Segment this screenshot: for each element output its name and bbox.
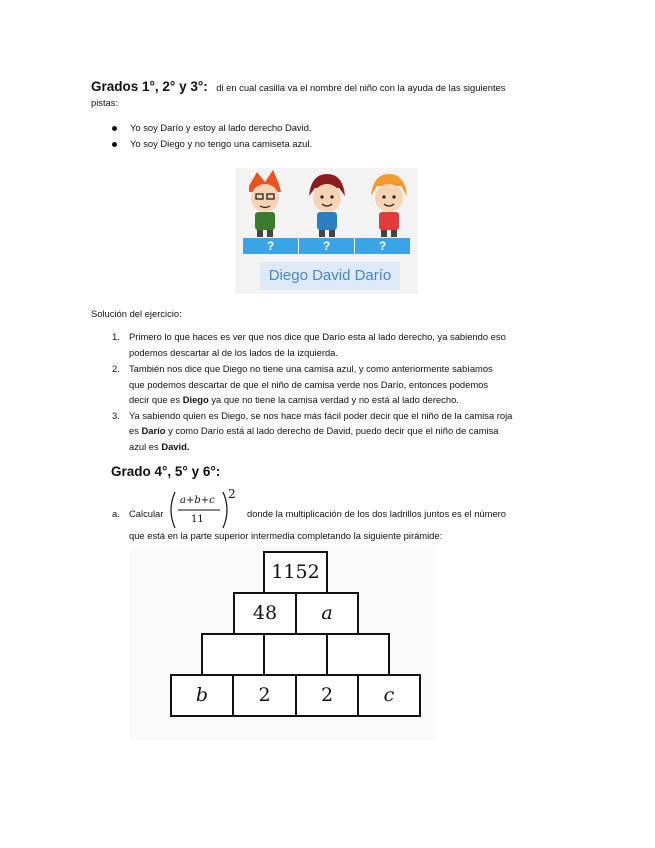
solution-line: que podemos descartar de que el niño de camisa verde nos Darío, entonces podemos [129,379,489,390]
kids-picture [235,168,418,294]
bullet-marker [112,126,117,131]
pyramid-brick-empty [201,633,265,676]
item-number: 2. [112,363,120,374]
clue-2: Yo soy Diego y no tengo una camiseta azul. [130,138,313,149]
formula [167,487,237,530]
solution-line: Ya sabiendo quien es Diego, se nos hace más fácil poder decir que el niño de la camisa roja [129,410,513,421]
bullet-marker [112,142,117,147]
pyramid-brick: c [357,674,421,717]
bold-name: Diego [182,394,209,405]
section2-heading: Grado 4°, 5° y 6°: [111,464,221,479]
solution-title: Solución del ejercicio: [91,308,182,319]
solution-line: También nos dice que Diego no tiene una camisa azul, y como anteriormente sabíamos [129,363,493,374]
pyramid-brick-empty [263,633,328,676]
item-letter: a. [112,508,120,519]
pyramid-top-brick: 1152 [263,551,328,594]
item-number: 1. [112,331,120,342]
formula-denominator: 11 [191,514,204,525]
calc-label: Calcular [129,508,164,519]
kids-illustration [235,168,418,238]
kid-blue-shirt [309,174,345,237]
pyramid [130,547,436,740]
solution-line: decir que es Diego ya que no tiene la camisa verdad y no está al lado derecho. [129,394,459,405]
section1-heading: Grados 1°, 2° y 3°: [91,79,208,94]
clue-1: Yo soy Darío y estoy al lado derecho David. [130,122,312,133]
kid-green-shirt [249,170,281,237]
pyramid-brick: 2 [295,674,359,717]
solution-line: es Darío y como Darío está al lado derecho de David, puedo decir que el niño de camisa [129,425,499,436]
solution-line: azul es David. [129,441,190,452]
pyramid-brick: a [295,592,359,635]
pyramid-brick-empty [326,633,390,676]
pyramid-brick: b [170,674,234,717]
bold-name: Darío [141,425,166,436]
question-box-2: ? [299,238,354,254]
bold-name: David. [161,441,190,452]
names-label: Diego David Darío [260,262,400,290]
solution-line: podemos descartar al de los lados de la izquierda. [129,347,338,358]
question-box-3: ? [355,238,410,254]
formula-numerator: a+b+c [180,495,215,506]
solution-line: Primero lo que haces es ver que nos dice que Darío esta al lado derecho, ya sabiendo eso [129,331,506,342]
section1-intro-cont: pistas: [91,97,119,108]
section1-intro: di en cual casilla va el nombre del niño con la ayuda de las siguientes [216,82,506,93]
question-box-1: ? [243,238,298,254]
formula-exponent: 2 [228,487,236,501]
pyramid-brick: 2 [232,674,297,717]
pyramid-brick: 48 [233,592,297,635]
item-number: 3. [112,410,120,421]
section1-header [91,78,505,96]
description-line: donde la multiplicación de los dos ladrillos juntos es el número [247,508,506,519]
kid-red-shirt [371,174,407,237]
description-line: que está en la parte superior intermedia completando la siguiente pirámide: [129,530,443,541]
